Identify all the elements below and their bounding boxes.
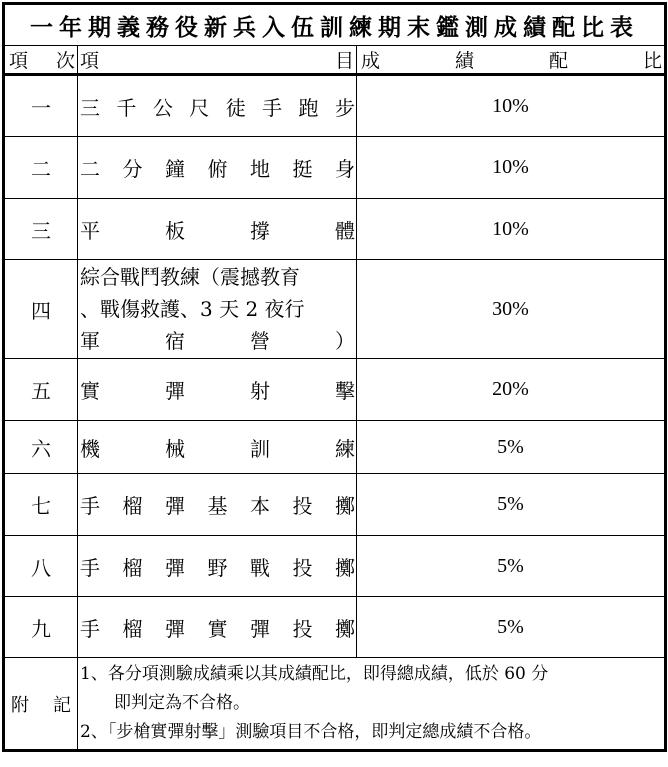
item-char: 練: [335, 436, 355, 461]
header-no: [4, 46, 78, 75]
item-char: 三: [80, 95, 100, 120]
header-item: [78, 46, 357, 75]
item-char: 彈: [165, 555, 185, 580]
row-ratio: 5%: [357, 597, 666, 658]
item-char: 手: [80, 555, 100, 580]
row-number: 八: [4, 536, 78, 597]
note-line-1-cont: 即判定為不合格。: [114, 693, 250, 713]
item-line: [80, 325, 355, 357]
header-ratio: [357, 46, 666, 75]
item-char: 身: [335, 157, 355, 181]
item-char: 機: [80, 436, 100, 461]
notes-label-right: 記: [53, 694, 71, 716]
score-ratio-sheet: [2, 2, 664, 763]
row-number: 四: [4, 260, 78, 359]
row-item: [78, 137, 357, 199]
header-no-left: 項: [9, 50, 29, 72]
item-char: 實: [80, 379, 100, 403]
score-ratio-table: [2, 2, 667, 752]
row-item: [78, 474, 357, 536]
notes-content: [78, 658, 666, 751]
notes-label-left: 附: [11, 694, 29, 716]
notes-row: [4, 658, 666, 751]
item-char: 千: [116, 95, 137, 120]
item-char: ）: [335, 329, 355, 353]
item-char: 榴: [122, 616, 143, 641]
item-char: 板: [165, 218, 185, 243]
row-number: 六: [4, 421, 78, 474]
row-ratio: 5%: [357, 421, 666, 474]
item-char: 彈: [165, 494, 185, 518]
item-char: 營: [250, 329, 270, 353]
item-char: 尺: [189, 95, 210, 120]
header-row: [4, 46, 666, 75]
item-char: 射: [250, 379, 270, 403]
row-number: 九: [4, 597, 78, 658]
table-row: [4, 597, 666, 658]
item-char: 戰: [250, 555, 270, 580]
row-item: [78, 260, 357, 359]
item-char: 榴: [122, 494, 143, 518]
row-ratio: 20%: [357, 359, 666, 421]
header-item-right: 目: [334, 50, 354, 72]
item-char: 手: [262, 95, 283, 120]
item-char: 彈: [250, 616, 270, 641]
table-row: [4, 474, 666, 536]
row-number: 三: [4, 199, 78, 260]
table-row: [4, 199, 666, 260]
item-line: 、戰傷救護、3 天 2 夜行: [80, 297, 305, 321]
note-line-1: 1、各分項測驗成績乘以其成績配比，即得總成績，低於 60 分: [80, 664, 549, 684]
table-row: [4, 536, 666, 597]
item-char: 二: [80, 157, 100, 181]
row-ratio: 30%: [357, 260, 666, 359]
header-ratio-char: 比: [642, 50, 662, 72]
item-char: 野: [207, 555, 228, 580]
item-char: 投: [292, 494, 313, 518]
row-ratio: 10%: [357, 199, 666, 260]
item-char: 宿: [165, 329, 185, 353]
header-no-right: 次: [55, 50, 75, 72]
item-char: 手: [80, 494, 100, 518]
item-char: 彈: [165, 616, 185, 641]
row-ratio: 5%: [357, 474, 666, 536]
header-ratio-char: 配: [548, 50, 568, 72]
note-line-2: 2、「步槍實彈射擊」測驗項目不合格，即判定總成績不合格。: [80, 722, 542, 742]
item-char: 手: [80, 616, 100, 641]
row-item: [78, 199, 357, 260]
item-char: 挺: [292, 157, 313, 181]
item-char: 投: [292, 616, 313, 641]
item-char: 撐: [250, 218, 270, 243]
table-row: [4, 421, 666, 474]
table-row: [4, 260, 666, 359]
item-char: 軍: [80, 329, 100, 353]
row-ratio: 10%: [357, 137, 666, 199]
item-char: 擲: [335, 494, 355, 518]
item-char: 俯: [207, 157, 228, 181]
item-char: 榴: [122, 555, 143, 580]
row-item: [78, 597, 357, 658]
item-char: 擲: [335, 555, 355, 580]
item-char: 彈: [165, 379, 185, 403]
item-line: 綜合戰鬥教練（震撼教育: [80, 265, 300, 289]
item-char: 擲: [335, 616, 355, 641]
table-row: [4, 75, 666, 137]
row-ratio: 5%: [357, 536, 666, 597]
notes-label: [4, 658, 78, 751]
item-char: 訓: [250, 436, 270, 461]
item-char: 平: [80, 218, 100, 243]
row-number: 七: [4, 474, 78, 536]
row-number: 五: [4, 359, 78, 421]
row-item: [78, 536, 357, 597]
row-ratio: 10%: [357, 75, 666, 137]
row-item: [78, 75, 357, 137]
item-char: 本: [250, 494, 270, 518]
row-item: [78, 421, 357, 474]
table-title: 一年期義務役新兵入伍訓練期末鑑測成績配比表: [4, 4, 666, 46]
item-char: 跑: [298, 95, 319, 120]
item-char: 公: [152, 95, 173, 120]
row-number: 一: [4, 75, 78, 137]
item-char: 體: [335, 218, 355, 243]
item-char: 鐘: [165, 157, 185, 181]
header-item-left: 項: [80, 50, 100, 72]
item-char: 械: [165, 436, 185, 461]
header-ratio-char: 成: [361, 50, 381, 72]
row-number: 二: [4, 137, 78, 199]
item-char: 分: [122, 157, 143, 181]
item-char: 投: [292, 555, 313, 580]
row-item: [78, 359, 357, 421]
table-row: [4, 359, 666, 421]
item-char: 擊: [335, 379, 355, 403]
header-ratio-char: 績: [454, 50, 474, 72]
item-char: 基: [207, 494, 228, 518]
item-char: 步: [334, 95, 355, 120]
item-char: 徒: [225, 95, 246, 120]
item-char: 實: [207, 616, 228, 641]
item-char: 地: [250, 157, 270, 181]
table-row: [4, 137, 666, 199]
